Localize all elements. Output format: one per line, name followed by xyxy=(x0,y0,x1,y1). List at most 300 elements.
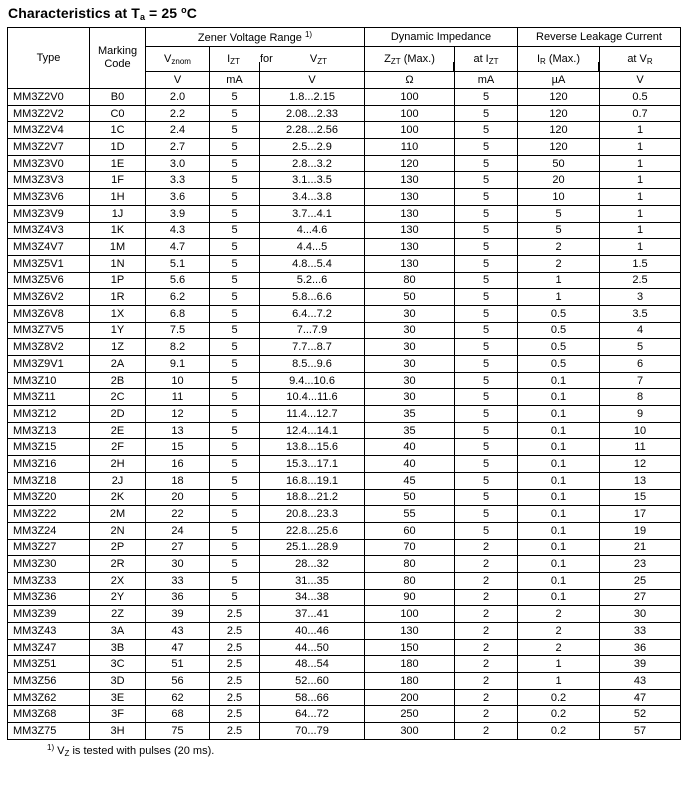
at-vr-cell: 13 xyxy=(600,472,681,489)
zzt-cell: 60 xyxy=(365,522,455,539)
zzt-cell: 40 xyxy=(365,439,455,456)
ir-cell: 120 xyxy=(518,122,600,139)
type-cell: MM3Z36 xyxy=(8,589,90,606)
at-izt-cell: 2 xyxy=(455,673,518,690)
marking-code-cell: 2F xyxy=(90,439,146,456)
ir-cell: 0.1 xyxy=(518,406,600,423)
ir-cell: 0.1 xyxy=(518,456,600,473)
ir-cell: 5 xyxy=(518,222,600,239)
at-vr-cell: 11 xyxy=(600,439,681,456)
type-cell: MM3Z6V8 xyxy=(8,305,90,322)
zzt-cell: 70 xyxy=(365,539,455,556)
zzt-cell: 130 xyxy=(365,172,455,189)
vznom-cell: 5.1 xyxy=(146,255,210,272)
marking-code-cell: 2N xyxy=(90,522,146,539)
type-cell: MM3Z5V1 xyxy=(8,255,90,272)
at-vr-cell: 19 xyxy=(600,522,681,539)
type-cell: MM3Z47 xyxy=(8,639,90,656)
table-row xyxy=(8,489,681,506)
type-cell: MM3Z33 xyxy=(8,572,90,589)
at-vr-cell: 43 xyxy=(600,673,681,690)
zzt-cell: 100 xyxy=(365,122,455,139)
at-izt-cell: 2 xyxy=(455,539,518,556)
marking-code-cell: 1M xyxy=(90,239,146,256)
at-izt-cell: 5 xyxy=(455,339,518,356)
zzt-cell: 130 xyxy=(365,623,455,640)
table-row xyxy=(8,572,681,589)
vznom-cell: 3.6 xyxy=(146,189,210,206)
ir-cell: 0.5 xyxy=(518,305,600,322)
marking-code-cell: 1H xyxy=(90,189,146,206)
vzt-cell: 1.8...2.15 xyxy=(260,89,365,106)
vzt-cell: 25.1...28.9 xyxy=(260,539,365,556)
vznom-cell: 24 xyxy=(146,522,210,539)
header-zzt-max: $Z_{ZT}$ (Max.) xyxy=(365,47,455,72)
table-row xyxy=(8,89,681,106)
unit-at-izt: mA xyxy=(455,72,518,89)
vzt-cell: 4.4...5 xyxy=(260,239,365,256)
at-izt-cell: 5 xyxy=(455,89,518,106)
vzt-cell: 40...46 xyxy=(260,623,365,640)
at-izt-cell: 5 xyxy=(455,205,518,222)
header-izt-for-vzt: $I_{ZT}$ for $V_{ZT}$ xyxy=(210,47,365,72)
vznom-cell: 33 xyxy=(146,572,210,589)
izt-cell: 5 xyxy=(210,289,260,306)
izt-cell: 5 xyxy=(210,556,260,573)
zzt-cell: 40 xyxy=(365,456,455,473)
marking-code-cell: 1P xyxy=(90,272,146,289)
zzt-cell: 180 xyxy=(365,673,455,690)
vznom-cell: 3.0 xyxy=(146,155,210,172)
table-row xyxy=(8,172,681,189)
vzt-cell: 34...38 xyxy=(260,589,365,606)
ir-cell: 0.2 xyxy=(518,723,600,740)
table-row xyxy=(8,222,681,239)
zzt-cell: 100 xyxy=(365,105,455,122)
zzt-cell: 80 xyxy=(365,572,455,589)
table-row xyxy=(8,155,681,172)
type-cell: MM3Z3V0 xyxy=(8,155,90,172)
zzt-cell: 130 xyxy=(365,205,455,222)
marking-code-cell: 1N xyxy=(90,255,146,272)
at-izt-cell: 5 xyxy=(455,289,518,306)
ir-cell: 5 xyxy=(518,205,600,222)
zzt-cell: 50 xyxy=(365,289,455,306)
ir-cell: 0.1 xyxy=(518,572,600,589)
unit-ir: µA xyxy=(518,72,600,89)
at-izt-cell: 2 xyxy=(455,623,518,640)
zzt-cell: 250 xyxy=(365,706,455,723)
izt-cell: 5 xyxy=(210,539,260,556)
ir-cell: 0.2 xyxy=(518,689,600,706)
at-izt-cell: 5 xyxy=(455,322,518,339)
header-vznom: $V_{znom}$ xyxy=(146,47,210,72)
izt-cell: 5 xyxy=(210,105,260,122)
type-cell: MM3Z2V0 xyxy=(8,89,90,106)
vznom-cell: 39 xyxy=(146,606,210,623)
ir-cell: 0.1 xyxy=(518,439,600,456)
table-row xyxy=(8,139,681,156)
izt-cell: 5 xyxy=(210,305,260,322)
ir-cell: 1 xyxy=(518,673,600,690)
at-vr-cell: 3.5 xyxy=(600,305,681,322)
izt-cell: 5 xyxy=(210,372,260,389)
izt-cell: 5 xyxy=(210,255,260,272)
table-row xyxy=(8,522,681,539)
zzt-cell: 30 xyxy=(365,305,455,322)
group-zener-voltage-range: Zener Voltage Range $^{1)}$ xyxy=(146,28,365,47)
at-vr-cell: 15 xyxy=(600,489,681,506)
table-row xyxy=(8,706,681,723)
marking-code-cell: 2M xyxy=(90,506,146,523)
at-izt-cell: 2 xyxy=(455,572,518,589)
type-cell: MM3Z12 xyxy=(8,406,90,423)
marking-code-cell: 1D xyxy=(90,139,146,156)
izt-cell: 5 xyxy=(210,155,260,172)
vznom-cell: 11 xyxy=(146,389,210,406)
izt-cell: 5 xyxy=(210,472,260,489)
vzt-cell: 6.4...7.2 xyxy=(260,305,365,322)
izt-cell: 5 xyxy=(210,122,260,139)
at-izt-cell: 2 xyxy=(455,656,518,673)
degree-symbol: o xyxy=(181,5,187,15)
type-cell: MM3Z3V6 xyxy=(8,189,90,206)
table-row xyxy=(8,289,681,306)
vzt-cell: 2.8...3.2 xyxy=(260,155,365,172)
izt-cell: 2.5 xyxy=(210,606,260,623)
ir-cell: 2 xyxy=(518,639,600,656)
marking-code-cell: C0 xyxy=(90,105,146,122)
at-vr-cell: 4 xyxy=(600,322,681,339)
vznom-cell: 2.0 xyxy=(146,89,210,106)
at-vr-cell: 17 xyxy=(600,506,681,523)
marking-code-cell: 2D xyxy=(90,406,146,423)
at-vr-cell: 1 xyxy=(600,172,681,189)
zzt-cell: 55 xyxy=(365,506,455,523)
table-row xyxy=(8,272,681,289)
marking-code-cell: 1C xyxy=(90,122,146,139)
vznom-cell: 62 xyxy=(146,689,210,706)
zzt-cell: 130 xyxy=(365,222,455,239)
izt-cell: 5 xyxy=(210,172,260,189)
at-izt-cell: 2 xyxy=(455,689,518,706)
table-row xyxy=(8,422,681,439)
table-row xyxy=(8,539,681,556)
at-izt-cell: 5 xyxy=(455,372,518,389)
vzt-cell: 3.1...3.5 xyxy=(260,172,365,189)
table-row xyxy=(8,456,681,473)
ir-cell: 0.1 xyxy=(518,522,600,539)
izt-cell: 5 xyxy=(210,222,260,239)
type-cell: MM3Z4V7 xyxy=(8,239,90,256)
table-row xyxy=(8,322,681,339)
vzt-cell: 22.8...25.6 xyxy=(260,522,365,539)
ir-cell: 120 xyxy=(518,139,600,156)
at-vr-cell: 25 xyxy=(600,572,681,589)
vzt-cell: 70...79 xyxy=(260,723,365,740)
at-izt-cell: 5 xyxy=(455,122,518,139)
at-izt-cell: 5 xyxy=(455,456,518,473)
izt-cell: 2.5 xyxy=(210,689,260,706)
at-izt-cell: 5 xyxy=(455,272,518,289)
marking-code-cell: 2Z xyxy=(90,606,146,623)
vznom-cell: 15 xyxy=(146,439,210,456)
at-izt-cell: 5 xyxy=(455,139,518,156)
izt-cell: 5 xyxy=(210,272,260,289)
marking-code-cell: 1Y xyxy=(90,322,146,339)
type-cell: MM3Z51 xyxy=(8,656,90,673)
izt-cell: 5 xyxy=(210,356,260,373)
ir-cell: 120 xyxy=(518,89,600,106)
group-reverse-leakage-current: Reverse Leakage Current xyxy=(518,28,681,47)
type-cell: MM3Z56 xyxy=(8,673,90,690)
ir-cell: 0.1 xyxy=(518,389,600,406)
vznom-cell: 9.1 xyxy=(146,356,210,373)
vznom-cell: 22 xyxy=(146,506,210,523)
ir-cell: 0.1 xyxy=(518,472,600,489)
vzt-cell: 2.08...2.33 xyxy=(260,105,365,122)
izt-cell: 5 xyxy=(210,205,260,222)
at-izt-cell: 2 xyxy=(455,706,518,723)
ir-cell: 20 xyxy=(518,172,600,189)
vzt-cell: 8.5...9.6 xyxy=(260,356,365,373)
zzt-cell: 30 xyxy=(365,372,455,389)
at-vr-cell: 47 xyxy=(600,689,681,706)
zzt-cell: 35 xyxy=(365,422,455,439)
vznom-cell: 2.7 xyxy=(146,139,210,156)
marking-code-cell: 3H xyxy=(90,723,146,740)
izt-cell: 2.5 xyxy=(210,639,260,656)
marking-code-cell: 2Y xyxy=(90,589,146,606)
ir-cell: 2 xyxy=(518,606,600,623)
ir-cell: 0.2 xyxy=(518,706,600,723)
table-row xyxy=(8,406,681,423)
ir-cell: 0.1 xyxy=(518,372,600,389)
at-izt-cell: 5 xyxy=(455,172,518,189)
marking-code-cell: 2H xyxy=(90,456,146,473)
izt-cell: 5 xyxy=(210,406,260,423)
marking-code-cell: 1X xyxy=(90,305,146,322)
group-dynamic-impedance: Dynamic Impedance xyxy=(365,28,518,47)
vznom-cell: 6.8 xyxy=(146,305,210,322)
table-row xyxy=(8,239,681,256)
type-cell: MM3Z68 xyxy=(8,706,90,723)
type-cell: MM3Z6V2 xyxy=(8,289,90,306)
at-izt-cell: 2 xyxy=(455,589,518,606)
vznom-cell: 12 xyxy=(146,406,210,423)
vzt-cell: 13.8...15.6 xyxy=(260,439,365,456)
at-vr-cell: 1 xyxy=(600,239,681,256)
vzt-cell: 28...32 xyxy=(260,556,365,573)
izt-cell: 5 xyxy=(210,322,260,339)
vzt-cell: 52...60 xyxy=(260,673,365,690)
marking-code-cell: 1K xyxy=(90,222,146,239)
table-row xyxy=(8,372,681,389)
at-vr-cell: 5 xyxy=(600,339,681,356)
at-vr-cell: 7 xyxy=(600,372,681,389)
zzt-cell: 30 xyxy=(365,389,455,406)
header-at-izt: at $I_{ZT}$ xyxy=(455,47,518,72)
vznom-cell: 5.6 xyxy=(146,272,210,289)
at-izt-cell: 2 xyxy=(455,723,518,740)
vznom-cell: 10 xyxy=(146,372,210,389)
izt-cell: 5 xyxy=(210,239,260,256)
vzt-cell: 2.5...2.9 xyxy=(260,139,365,156)
unit-zzt: Ω xyxy=(365,72,455,89)
table-row xyxy=(8,122,681,139)
izt-cell: 2.5 xyxy=(210,656,260,673)
zzt-cell: 180 xyxy=(365,656,455,673)
at-izt-cell: 5 xyxy=(455,356,518,373)
type-cell: MM3Z3V9 xyxy=(8,205,90,222)
type-cell: MM3Z62 xyxy=(8,689,90,706)
at-izt-cell: 2 xyxy=(455,556,518,573)
marking-code-cell: 2P xyxy=(90,539,146,556)
vzt-cell: 12.4...14.1 xyxy=(260,422,365,439)
marking-code-cell: 3B xyxy=(90,639,146,656)
zzt-cell: 110 xyxy=(365,139,455,156)
izt-cell: 5 xyxy=(210,339,260,356)
vznom-cell: 16 xyxy=(146,456,210,473)
type-cell: MM3Z43 xyxy=(8,623,90,640)
at-vr-cell: 6 xyxy=(600,356,681,373)
izt-cell: 2.5 xyxy=(210,706,260,723)
izt-cell: 5 xyxy=(210,489,260,506)
marking-code-cell: 2K xyxy=(90,489,146,506)
type-cell: MM3Z4V3 xyxy=(8,222,90,239)
type-cell: MM3Z16 xyxy=(8,456,90,473)
marking-code-cell: 2X xyxy=(90,572,146,589)
marking-code-cell: 2C xyxy=(90,389,146,406)
header-ir-max: $I_R$ (Max.) xyxy=(518,47,600,72)
type-cell: MM3Z30 xyxy=(8,556,90,573)
table-row xyxy=(8,339,681,356)
ir-cell: 0.5 xyxy=(518,356,600,373)
header-type: Type xyxy=(8,28,90,89)
type-cell: MM3Z9V1 xyxy=(8,356,90,373)
table-body xyxy=(8,89,681,740)
ir-cell: 0.1 xyxy=(518,589,600,606)
at-vr-cell: 8 xyxy=(600,389,681,406)
izt-cell: 5 xyxy=(210,439,260,456)
type-cell: MM3Z2V4 xyxy=(8,122,90,139)
table-row xyxy=(8,623,681,640)
at-vr-cell: 10 xyxy=(600,422,681,439)
vzt-cell: 11.4...12.7 xyxy=(260,406,365,423)
vzt-cell: 2.28...2.56 xyxy=(260,122,365,139)
zzt-cell: 130 xyxy=(365,239,455,256)
ir-cell: 120 xyxy=(518,105,600,122)
at-izt-cell: 5 xyxy=(455,439,518,456)
footnote: $^{1)}$ $V_Z$ is tested with pulses (20 ms). xyxy=(47,742,215,758)
vzt-cell: 37...41 xyxy=(260,606,365,623)
zzt-cell: 80 xyxy=(365,556,455,573)
at-vr-cell: 57 xyxy=(600,723,681,740)
zzt-cell: 80 xyxy=(365,272,455,289)
table-row xyxy=(8,506,681,523)
table-row xyxy=(8,389,681,406)
type-cell: MM3Z2V7 xyxy=(8,139,90,156)
ir-cell: 2 xyxy=(518,623,600,640)
at-vr-cell: 2.5 xyxy=(600,272,681,289)
marking-code-cell: 3C xyxy=(90,656,146,673)
vzt-cell: 44...50 xyxy=(260,639,365,656)
type-cell: MM3Z20 xyxy=(8,489,90,506)
type-cell: MM3Z3V3 xyxy=(8,172,90,189)
type-cell: MM3Z13 xyxy=(8,422,90,439)
vznom-cell: 13 xyxy=(146,422,210,439)
vznom-cell: 4.3 xyxy=(146,222,210,239)
marking-code-cell: 3E xyxy=(90,689,146,706)
at-vr-cell: 1 xyxy=(600,122,681,139)
marking-code-cell: 1Z xyxy=(90,339,146,356)
at-izt-cell: 5 xyxy=(455,522,518,539)
vzt-cell: 9.4...10.6 xyxy=(260,372,365,389)
table-row xyxy=(8,673,681,690)
izt-cell: 2.5 xyxy=(210,623,260,640)
zzt-cell: 130 xyxy=(365,189,455,206)
vznom-cell: 8.2 xyxy=(146,339,210,356)
type-cell: MM3Z24 xyxy=(8,522,90,539)
table-row xyxy=(8,589,681,606)
table-row xyxy=(8,255,681,272)
vzt-cell: 5.2...6 xyxy=(260,272,365,289)
izt-cell: 2.5 xyxy=(210,723,260,740)
type-cell: MM3Z10 xyxy=(8,372,90,389)
marking-code-cell: 3F xyxy=(90,706,146,723)
ir-cell: 1 xyxy=(518,656,600,673)
at-vr-cell: 30 xyxy=(600,606,681,623)
type-cell: MM3Z5V6 xyxy=(8,272,90,289)
table-row xyxy=(8,606,681,623)
marking-code-cell: B0 xyxy=(90,89,146,106)
table-row xyxy=(8,205,681,222)
at-izt-cell: 5 xyxy=(455,222,518,239)
izt-cell: 5 xyxy=(210,389,260,406)
table-row xyxy=(8,723,681,740)
vznom-cell: 6.2 xyxy=(146,289,210,306)
izt-cell: 5 xyxy=(210,456,260,473)
ir-cell: 1 xyxy=(518,289,600,306)
izt-cell: 5 xyxy=(210,422,260,439)
marking-code-cell: 1J xyxy=(90,205,146,222)
zzt-cell: 300 xyxy=(365,723,455,740)
type-cell: MM3Z7V5 xyxy=(8,322,90,339)
ir-cell: 1 xyxy=(518,272,600,289)
vznom-cell: 51 xyxy=(146,656,210,673)
unit-izt: mA xyxy=(210,72,260,89)
at-izt-cell: 5 xyxy=(455,389,518,406)
vznom-cell: 56 xyxy=(146,673,210,690)
at-vr-cell: 0.7 xyxy=(600,105,681,122)
izt-cell: 2.5 xyxy=(210,673,260,690)
zzt-cell: 35 xyxy=(365,406,455,423)
vzt-cell: 15.3...17.1 xyxy=(260,456,365,473)
zzt-cell: 100 xyxy=(365,606,455,623)
vzt-cell: 10.4...11.6 xyxy=(260,389,365,406)
at-vr-cell: 3 xyxy=(600,289,681,306)
ir-cell: 0.1 xyxy=(518,489,600,506)
type-cell: MM3Z15 xyxy=(8,439,90,456)
vznom-cell: 2.4 xyxy=(146,122,210,139)
header-marking-code: Marking Code xyxy=(90,28,146,89)
table-row xyxy=(8,305,681,322)
at-vr-cell: 1.5 xyxy=(600,255,681,272)
at-vr-cell: 0.5 xyxy=(600,89,681,106)
header-at-vr: at $V_R$ xyxy=(600,47,681,72)
at-vr-cell: 21 xyxy=(600,539,681,556)
type-cell: MM3Z39 xyxy=(8,606,90,623)
